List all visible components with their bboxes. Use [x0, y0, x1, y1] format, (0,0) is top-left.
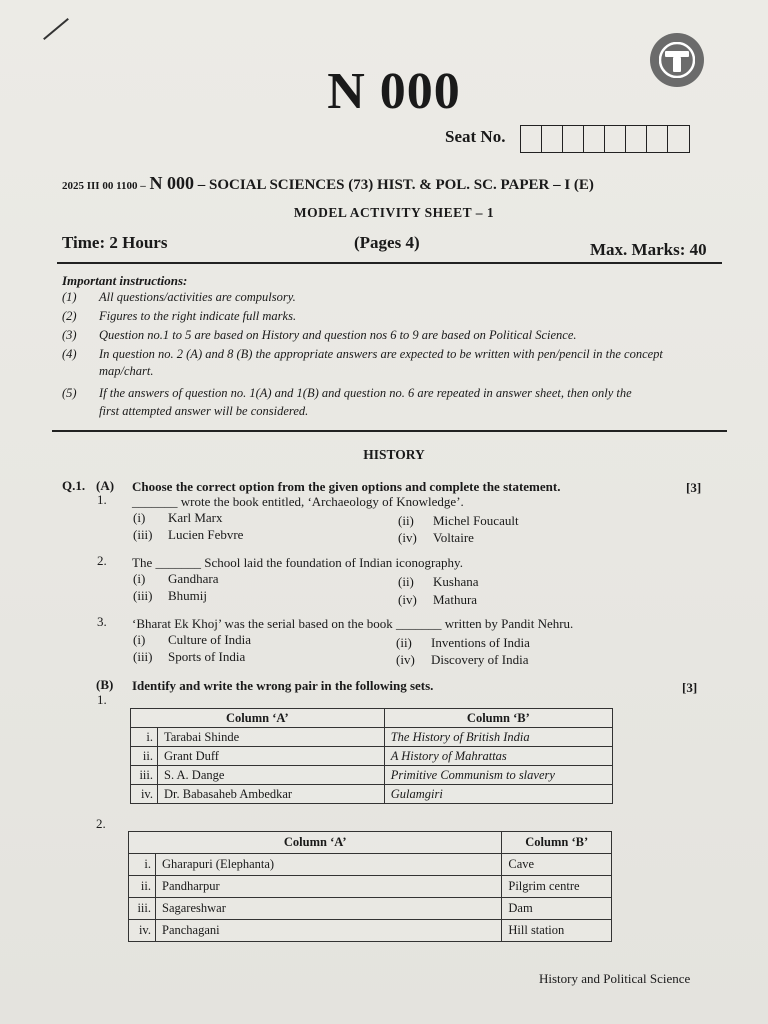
- code-main: N 000: [149, 173, 194, 193]
- option-num: (iii): [133, 527, 153, 542]
- table-row: i. Gharapuri (Elephanta) Cave: [129, 854, 612, 876]
- table-row: i. Tarabai Shinde The History of British India: [131, 728, 613, 747]
- part-a-label: (A): [96, 478, 115, 493]
- column-a-header: Column ‘A’: [129, 832, 502, 854]
- item-number: 2.: [97, 553, 107, 568]
- code-prefix: 2025 III 00 1100 –: [62, 180, 146, 192]
- column-a-header: Column ‘A’: [131, 709, 385, 728]
- page-footer: History and Political Science: [539, 971, 691, 986]
- option-num: (iv): [398, 592, 417, 607]
- option-text: Inventions of India: [431, 635, 530, 650]
- option-text: Sports of India: [168, 649, 246, 664]
- option-text: Lucien Febvre: [168, 527, 244, 542]
- header-rule: [57, 262, 722, 264]
- part-b-label: (B): [96, 677, 114, 692]
- time-label: Time: 2 Hours: [62, 233, 168, 252]
- pen-mark: [43, 18, 69, 40]
- max-marks-label: Max. Marks: 40: [590, 240, 707, 259]
- option-num: (i): [133, 632, 146, 647]
- option-num: (iii): [133, 588, 153, 603]
- table-row: iv. Panchagani Hill station: [129, 920, 612, 942]
- item-statement: _______ wrote the book entitled, ‘Archaeology of Knowledge’.: [132, 494, 464, 509]
- pages-label: (Pages 4): [354, 233, 420, 252]
- sheet-title: MODEL ACTIVITY SHEET – 1: [293, 205, 495, 220]
- part-a-marks: [3]: [686, 480, 702, 495]
- option-num: (ii): [398, 574, 414, 589]
- option-text: Discovery of India: [431, 652, 529, 667]
- option-num: (iv): [396, 652, 415, 667]
- option-text: Voltaire: [433, 530, 474, 545]
- column-b-header: Column ‘B’: [384, 709, 612, 728]
- seat-number-label: Seat No.: [445, 127, 506, 146]
- option-text: Culture of India: [168, 632, 252, 647]
- match-table-1: [130, 708, 613, 804]
- part-b-marks: [3]: [682, 680, 698, 695]
- option-text: Mathura: [433, 592, 478, 607]
- paper-code-title: N 000: [327, 63, 461, 120]
- section-heading: HISTORY: [363, 447, 425, 462]
- item-number: 1.: [97, 492, 107, 507]
- item-statement: ‘Bharat Ek Khoj’ was the serial based on the book _______ written by Pandit Nehru.: [132, 616, 574, 631]
- instructions-rule: [52, 430, 727, 432]
- set-number: 2.: [96, 816, 106, 831]
- column-b-header: Column ‘B’: [502, 832, 612, 854]
- option-num: (iii): [133, 649, 153, 664]
- table-row: iii. Sagareshwar Dam: [129, 898, 612, 920]
- item-number: 3.: [97, 614, 107, 629]
- option-num: (i): [133, 571, 146, 586]
- part-b-instruction: Identify and write the wrong pair in the following sets.: [132, 678, 434, 693]
- question-number: Q.1.: [62, 478, 86, 493]
- option-num: (iv): [398, 530, 417, 545]
- option-text: Michel Foucault: [433, 513, 519, 528]
- option-num: (ii): [398, 513, 414, 528]
- table-row: iii. S. A. Dange Primitive Communism to slavery: [131, 766, 613, 785]
- instructions-heading: Important instructions:: [62, 273, 188, 288]
- option-num: (i): [133, 510, 146, 525]
- table-row: iv. Dr. Babasaheb Ambedkar Gulamgiri: [131, 785, 613, 804]
- option-text: Kushana: [433, 574, 479, 589]
- part-a-instruction: Choose the correct option from the given options and complete the statement.: [132, 479, 561, 494]
- option-text: Bhumij: [168, 588, 208, 603]
- exam-sheet: N 000 Seat No. 2025 III 00 1100 – N 000 – SOCIAL SCIENCES (73) HIST. & POL. SC. PAPER – I (E) MODEL ACTIVITY SHEET – 1 Time: 2 Hours (Pages 4) Max. Marks: 40 Important instructions: (1) All questions/activities are compulsory. (2) Figures to the right indicate full marks. (3) Question no.1 to 5 are based on History and question nos 6 to 9 are based on Political Science. (4) In question no. 2 (A) and 8 (B) the appropriate answers are expected to be written with pen/pencil in the concept map/chart. (5) If the answers of question no. 1(A) and 1(B) and question no. 6 are repeated in answer sheet, then only the first attempted answer will be considered. HISTORY Q.1. (A) Choose the correct option from the given options and complete the statement. [3] 1. _______ wrote the book entitled, ‘Archaeology of Knowledge’. (i) Karl Marx (ii) Michel Foucault (iii) Lucien Febvre (iv) Voltaire 2. The _______ School laid the foundation of Indian iconography. (i) Gandhara (ii) Kushana (iii) Bhumij (iv) Mathura 3. ‘Bharat Ek Khoj’ was the serial based on the book _______ written by Pandit Nehru. (i) Culture of India (ii) Inventions of India (iii) Sports of India (iv) Discovery of India (B) Identify and write the wrong pair in the following sets. [3] 1. Column ‘A’ Column ‘B’ i. Tarabai Shinde The History of British India ii. Grant Duff A History of Mahrattas iii. S. A. Dange Primitive Communism to slavery iv. Dr. Babasaheb Ambedkar Gulamgiri 2. Column ‘A’ Column ‘B’ i. Gharapuri (Elephanta) Cave ii. Pandharpur Pilgrim centre iii. Sagareshwar Dam iv. Panchagani Hill station History and Political Science: [0, 0, 768, 1024]
- option-text: Gandhara: [168, 571, 219, 586]
- match-table-2: [128, 831, 612, 942]
- option-text: Karl Marx: [168, 510, 223, 525]
- set-number: 1.: [97, 692, 107, 707]
- item-statement: The _______ School laid the foundation of Indian iconography.: [132, 555, 463, 570]
- table-row: ii. Pandharpur Pilgrim centre: [129, 876, 612, 898]
- table-row: ii. Grant Duff A History of Mahrattas: [131, 747, 613, 766]
- seat-number-boxes: [520, 125, 690, 153]
- paper-code-line: [62, 173, 594, 194]
- option-num: (ii): [396, 635, 412, 650]
- code-subject: – SOCIAL SCIENCES (73) HIST. & POL. SC. PAPER – I (E): [197, 177, 594, 193]
